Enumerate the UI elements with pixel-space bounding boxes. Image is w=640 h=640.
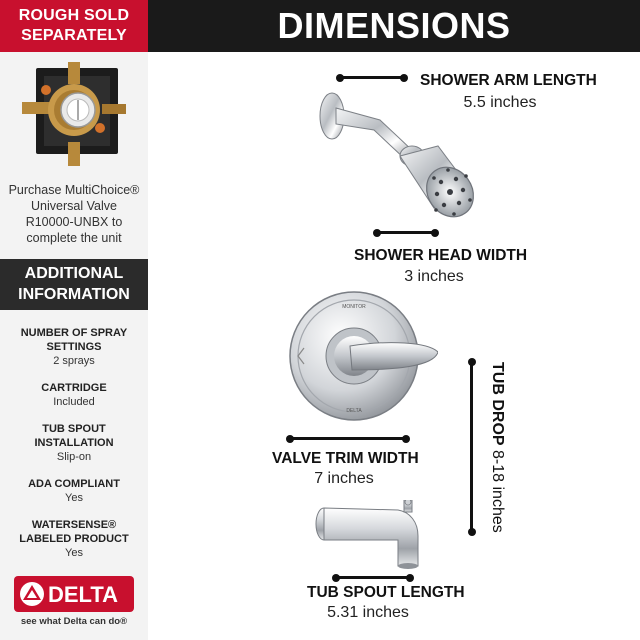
measure-endpoint: [468, 358, 476, 366]
spec-spray-settings: [0, 326, 148, 368]
spec-tub-spout-installation: [0, 422, 148, 464]
spec-label-line: CARTRIDGE: [41, 382, 107, 394]
spec-label-line: WATERSENSE®: [31, 519, 117, 531]
spec-label-line: TUB SPOUT: [42, 423, 106, 435]
shower-head-value: 3 inches: [404, 268, 464, 285]
measure-endpoint: [336, 74, 344, 82]
tub-drop-label-group: [486, 362, 506, 542]
spec-label: [0, 518, 148, 546]
delta-logo: [14, 576, 134, 612]
tub-drop-label: TUB DROP: [489, 362, 506, 446]
tub-spout-measure-line: [335, 576, 411, 579]
spec-label-line: NUMBER OF SPRAY: [20, 327, 128, 339]
spec-cartridge: [0, 381, 148, 409]
spec-list: [0, 326, 148, 573]
delta-tagline: see what Delta can do®: [20, 616, 128, 627]
spec-label: [0, 422, 148, 450]
shower-head-measure-line: [376, 231, 436, 234]
tub-drop-value: 8-18 inches: [489, 450, 506, 533]
banner-line-2: SEPARATELY: [21, 27, 127, 44]
shower-head-label: SHOWER HEAD WIDTH: [354, 247, 528, 264]
spec-label-line: ADA COMPLIANT: [28, 478, 120, 490]
spec-label: [0, 477, 148, 491]
valve-trim-measure-line: [289, 437, 407, 440]
rough-valve-image: [22, 62, 126, 166]
spec-value: Slip-on: [56, 451, 92, 463]
tub-spout-label: TUB SPOUT LENGTH: [307, 584, 465, 601]
tub-spout-image: [314, 500, 434, 580]
banner-line-1: ROUGH SOLD: [18, 7, 130, 24]
spec-label: [0, 381, 148, 395]
additional-information-banner: [0, 259, 148, 310]
plate-top-text: MONITOR: [342, 304, 366, 310]
purchase-line-1: Purchase MultiChoice®: [8, 183, 140, 197]
tub-drop-measure-line: [470, 362, 473, 534]
plate-bottom-text: DELTA: [346, 408, 362, 414]
spec-value: Included: [53, 396, 95, 408]
measure-endpoint: [286, 435, 294, 443]
purchase-valve-note: [6, 182, 142, 246]
spec-ada-compliant: [0, 477, 148, 505]
valve-trim-image: [288, 290, 438, 440]
measure-endpoint: [468, 528, 476, 536]
delta-brand-name: DELTA: [48, 582, 119, 607]
rough-sold-separately-banner: [0, 0, 148, 52]
tub-drop-text: [488, 362, 506, 533]
info-banner-line-2: INFORMATION: [18, 286, 130, 303]
purchase-line-2: Universal Valve: [31, 199, 117, 213]
spec-label: [0, 326, 148, 354]
measure-endpoint: [402, 435, 410, 443]
shower-arm-value: 5.5 inches: [463, 94, 537, 111]
spec-label-line: LABELED PRODUCT: [19, 533, 129, 545]
shower-head-image: [310, 86, 480, 236]
purchase-line-4: complete the unit: [26, 231, 122, 245]
sidebar: [0, 0, 148, 640]
spec-label-line: SETTINGS: [46, 341, 102, 353]
valve-trim-value: 7 inches: [314, 470, 374, 487]
spec-label-line: INSTALLATION: [34, 437, 114, 449]
spec-value: Yes: [65, 492, 83, 504]
spec-value: 2 sprays: [53, 355, 95, 367]
measure-endpoint: [400, 74, 408, 82]
measure-endpoint: [431, 229, 439, 237]
measure-endpoint: [332, 574, 340, 582]
measure-endpoint: [406, 574, 414, 582]
info-banner-line-1: ADDITIONAL: [24, 265, 124, 282]
shower-arm-label: SHOWER ARM LENGTH: [420, 72, 597, 89]
purchase-line-3: R10000-UNBX to: [25, 215, 123, 229]
spec-value: Yes: [65, 547, 83, 559]
tub-spout-value: 5.31 inches: [327, 604, 409, 621]
shower-arm-measure-line: [339, 76, 405, 79]
measure-endpoint: [373, 229, 381, 237]
dimensions-title: DIMENSIONS: [148, 0, 640, 52]
valve-trim-label: VALVE TRIM WIDTH: [272, 450, 419, 467]
spec-watersense: [0, 518, 148, 560]
